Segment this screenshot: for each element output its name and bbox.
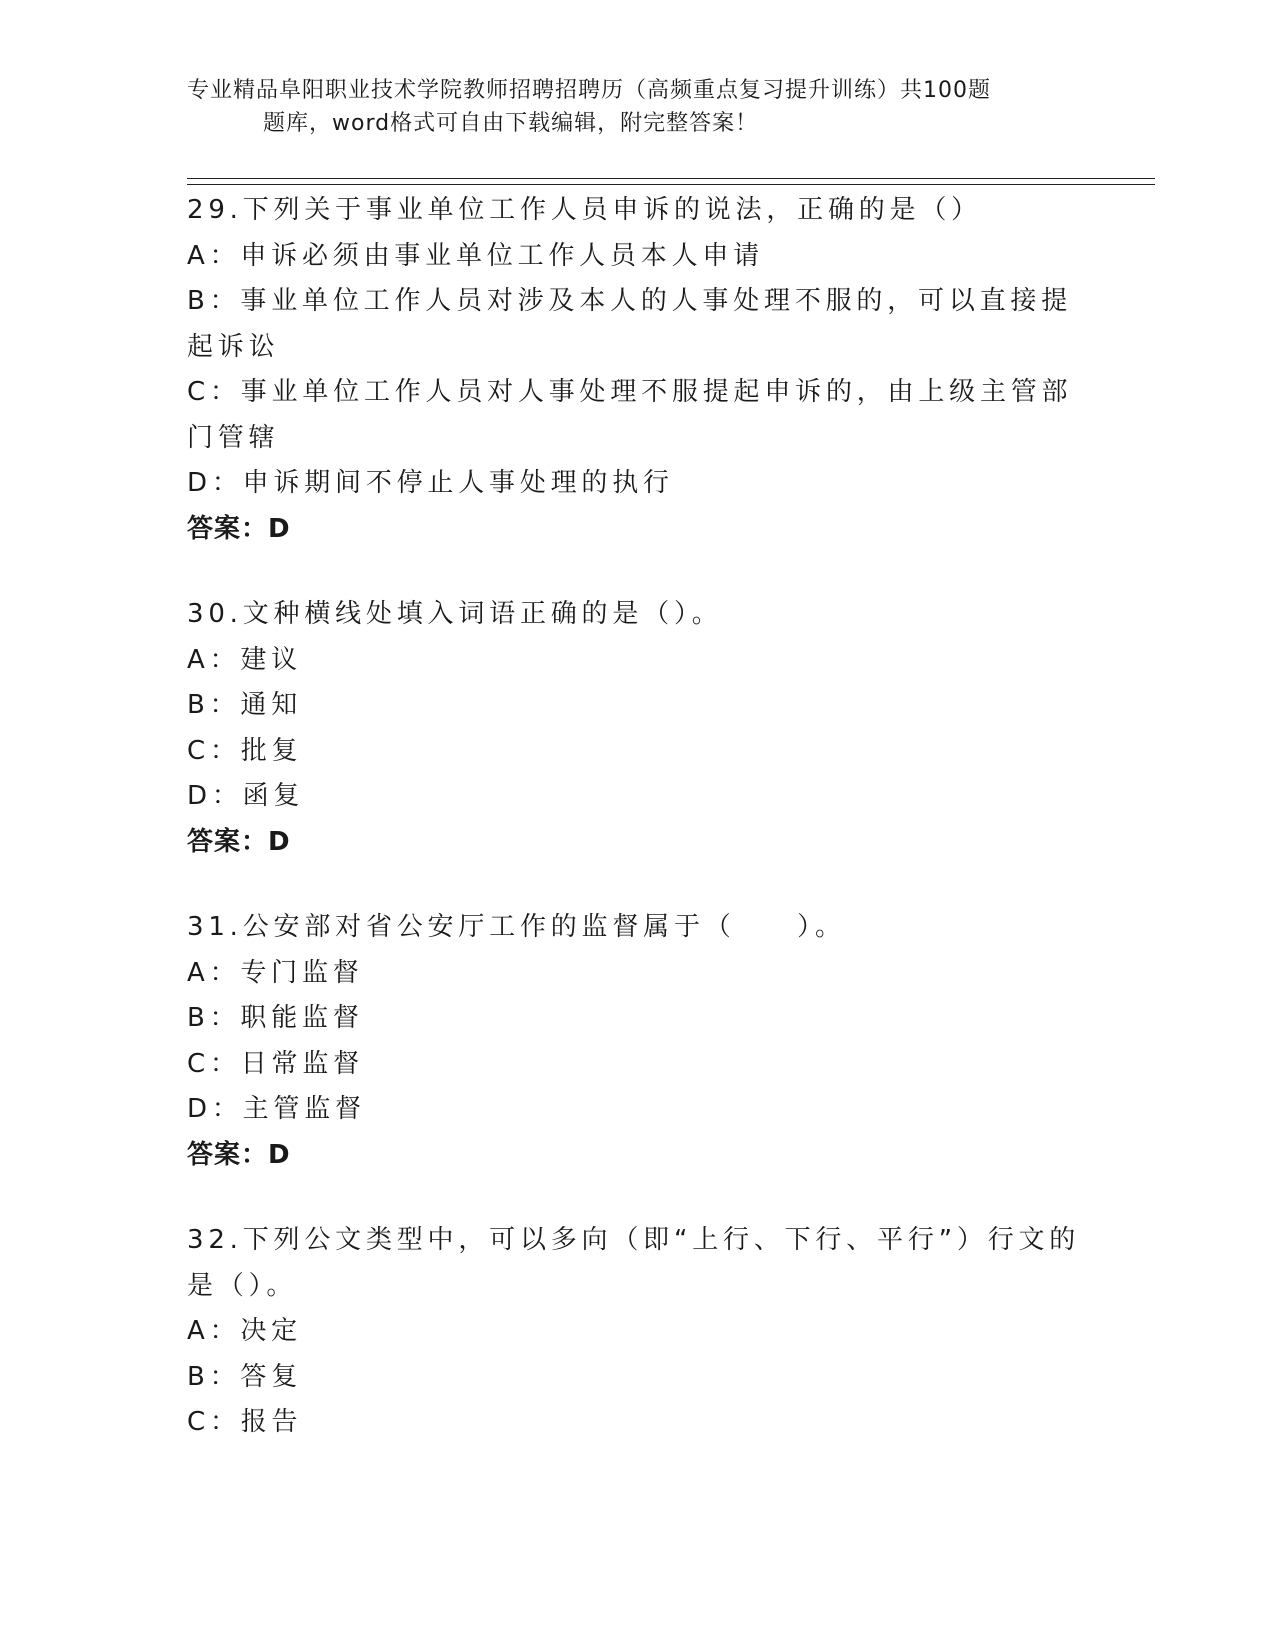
question-stem: 29.下列关于事业单位工作人员申诉的说法，正确的是（）: [187, 195, 982, 225]
header-title-line-1: 专业精品阜阳职业技术学院教师招聘招聘历（高频重点复习提升训练）共100题: [187, 78, 991, 103]
question-31: [187, 905, 1087, 1178]
answer-text: 答案：D: [187, 826, 291, 857]
answer-text: 答案：D: [187, 513, 291, 544]
option-b: B：职能监督: [187, 1003, 364, 1033]
header-title-line-2: 题库，word格式可自由下载编辑，附完整答案！: [263, 111, 759, 136]
option-c: C：日常监督: [187, 1048, 364, 1079]
header-divider: [187, 178, 1155, 185]
option-a: A：专门监督: [187, 957, 364, 988]
option-c: C：事业单位工作人员对人事处理不服提起申诉的，由上级主管部门管辖: [187, 377, 1073, 453]
question-stem: 30.文种横线处填入词语正确的是（）。: [187, 599, 723, 629]
question-list: [187, 188, 1087, 1486]
option-a: A：决定: [187, 1316, 302, 1346]
page-header: [187, 74, 1067, 140]
option-a: A：申诉必须由事业单位工作人员本人申请: [187, 240, 764, 271]
option-d: D：函复: [187, 781, 305, 811]
option-b: B：答复: [187, 1361, 303, 1392]
option-b: B：事业单位工作人员对涉及本人的人事处理不服的，可以直接提起诉讼: [187, 286, 1073, 362]
option-c: C：批复: [187, 735, 303, 766]
option-d: D：主管监督: [187, 1094, 366, 1124]
question-stem: 31.公安部对省公安厅工作的监督属于（ ）。: [187, 912, 846, 942]
option-b: B：通知: [187, 690, 303, 720]
option-d: D：申诉期间不停止人事处理的执行: [187, 468, 674, 498]
question-stem: 32.下列公文类型中，可以多向（即“上行、下行、平行”）行文的是（）。: [187, 1225, 1081, 1301]
question-30: [187, 592, 1087, 865]
option-c: C：报告: [187, 1407, 303, 1437]
question-29: [187, 188, 1087, 552]
question-32: [187, 1218, 1087, 1446]
answer-text: 答案：D: [187, 1139, 291, 1170]
option-a: A：建议: [187, 644, 302, 675]
